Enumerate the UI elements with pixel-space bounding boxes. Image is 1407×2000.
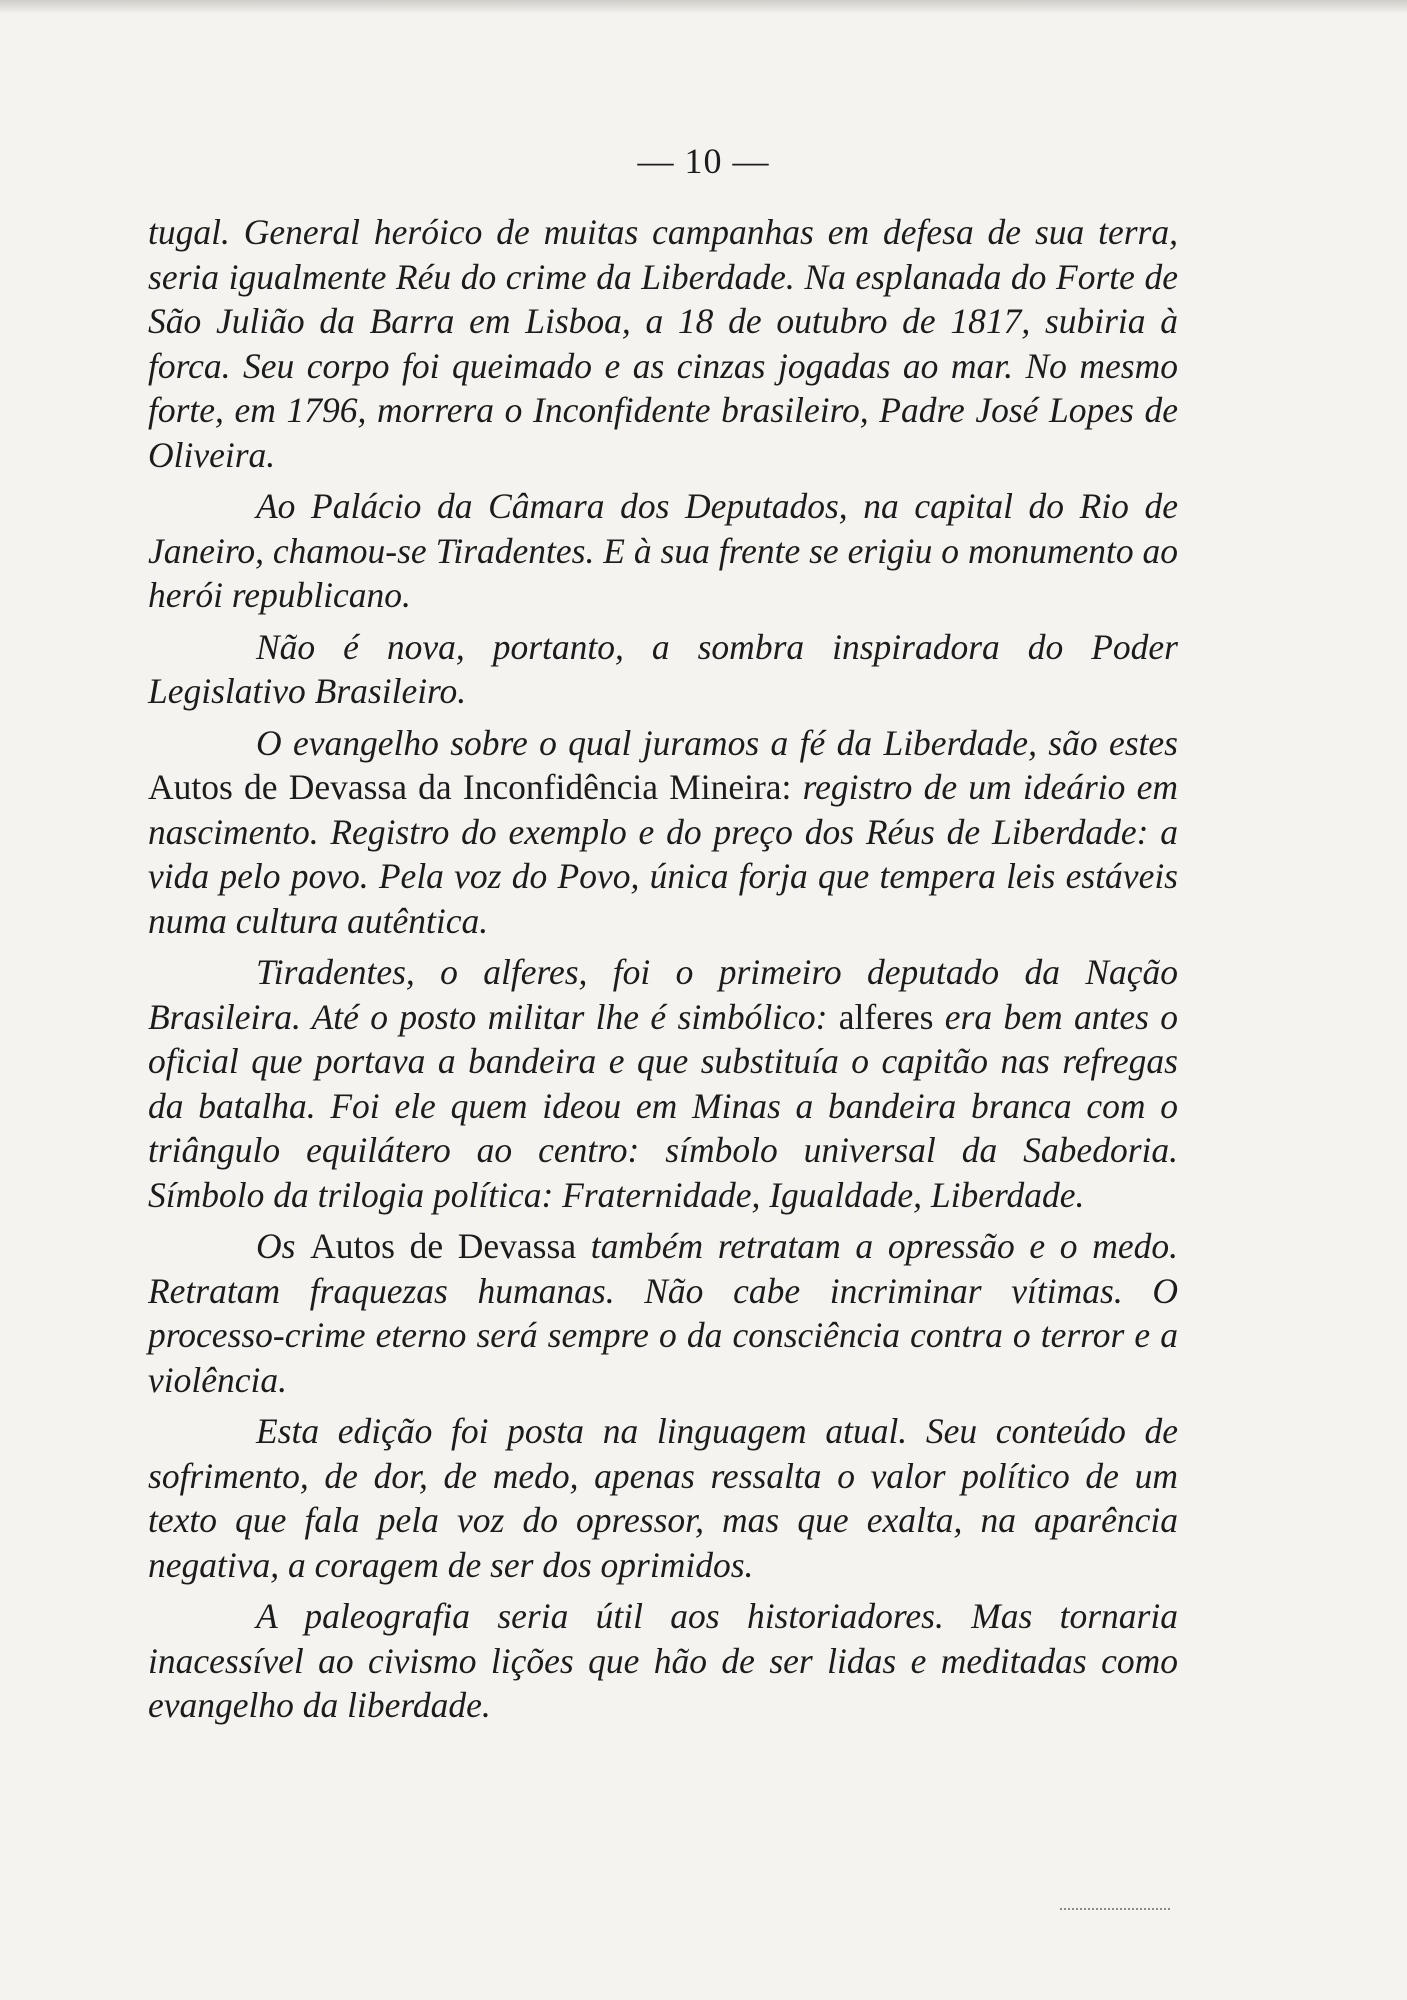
paragraph-text: Não é nova, portanto, a sombra inspiradora do Poder Legislativo Brasileiro. bbox=[148, 626, 1178, 711]
roman-title-text: Autos de Devassa da Inconfidência Mineira: bbox=[148, 767, 792, 807]
page-number: — 10 — bbox=[637, 141, 770, 181]
paragraph-2 bbox=[148, 484, 1178, 618]
paragraph-text: A paleografia seria útil aos historiadores. Mas tornaria inacessível ao civismo lições que hão de ser lidas e meditadas como evangelho da liberdade. bbox=[148, 1596, 1178, 1725]
paragraph-4 bbox=[148, 721, 1178, 944]
paragraph-text: Ao Palácio da Câmara dos Deputados, na capital do Rio de Janeiro, chamou-se Tiradentes. E à sua frente se erigiu o monumento ao herói republicano. bbox=[148, 486, 1178, 615]
page-top-edge bbox=[0, 0, 1407, 14]
body-text bbox=[148, 210, 1178, 1735]
paragraph-text: também retratam a opressão e o medo. Retratam fraquezas humanas. Não cabe incriminar vítimas. O processo-crime eterno será sempre o da consciência contra o terror e a violência. bbox=[148, 1226, 1178, 1400]
trailing-dotted-mark bbox=[1060, 1908, 1170, 1912]
paragraph-text: Esta edição foi posta na linguagem atual. Seu conteúdo de sofrimento, de dor, de medo, apenas ressalta o valor político de um texto que fala pela voz do opressor, mas que exalta, na aparência negativa, a coragem de ser dos oprimidos. bbox=[148, 1411, 1178, 1585]
paragraph-5 bbox=[148, 950, 1178, 1217]
paragraph-7 bbox=[148, 1409, 1178, 1587]
roman-title-text: Autos de Devassa bbox=[310, 1226, 577, 1266]
paragraph-text: registro de um ideário em nascimento. Registro do exemplo e do preço dos Réus de Liberdade: a vida pelo povo. Pela voz do Povo, única forja que tempera leis estáveis numa cultura autêntica. bbox=[148, 767, 1178, 941]
paragraph-text: Os bbox=[256, 1226, 296, 1266]
paragraph-3 bbox=[148, 625, 1178, 714]
paragraph-text: Tiradentes, o alferes, foi o primeiro deputado da Nação Brasileira. Até o posto militar lhe é simbólico: bbox=[148, 952, 1178, 1037]
paragraph-text: tugal. General heróico de muitas campanhas em defesa de sua terra, seria igualmente Réu do crime da Liberdade. Na esplanada do Forte de São Julião da Barra em Lisboa, a 18 de outubro de 1817, subiria à forca. Seu corpo foi queimado e as cinzas jogadas ao mar. No mesmo forte, em 1796, morrera o Inconfidente brasileiro, Padre José Lopes de Oliveira. bbox=[148, 212, 1178, 475]
paragraph-8 bbox=[148, 1594, 1178, 1728]
paragraph-6 bbox=[148, 1224, 1178, 1402]
paragraph-text: O evangelho sobre o qual juramos a fé da Liberdade, são estes bbox=[256, 722, 1178, 763]
roman-term-text: alferes bbox=[838, 996, 934, 1037]
paragraph-text: era bem antes o oficial que portava a bandeira e que substituía o capitão nas refregas da batalha. Foi ele quem ideou em Minas a bandeira branca com o triângulo equilátero ao centro: símbolo universal da Sabedoria. Símbolo da trilogia política: Fraternidade, Igualdade, Liberdade. bbox=[148, 996, 1179, 1215]
paragraph-1 bbox=[148, 210, 1178, 477]
